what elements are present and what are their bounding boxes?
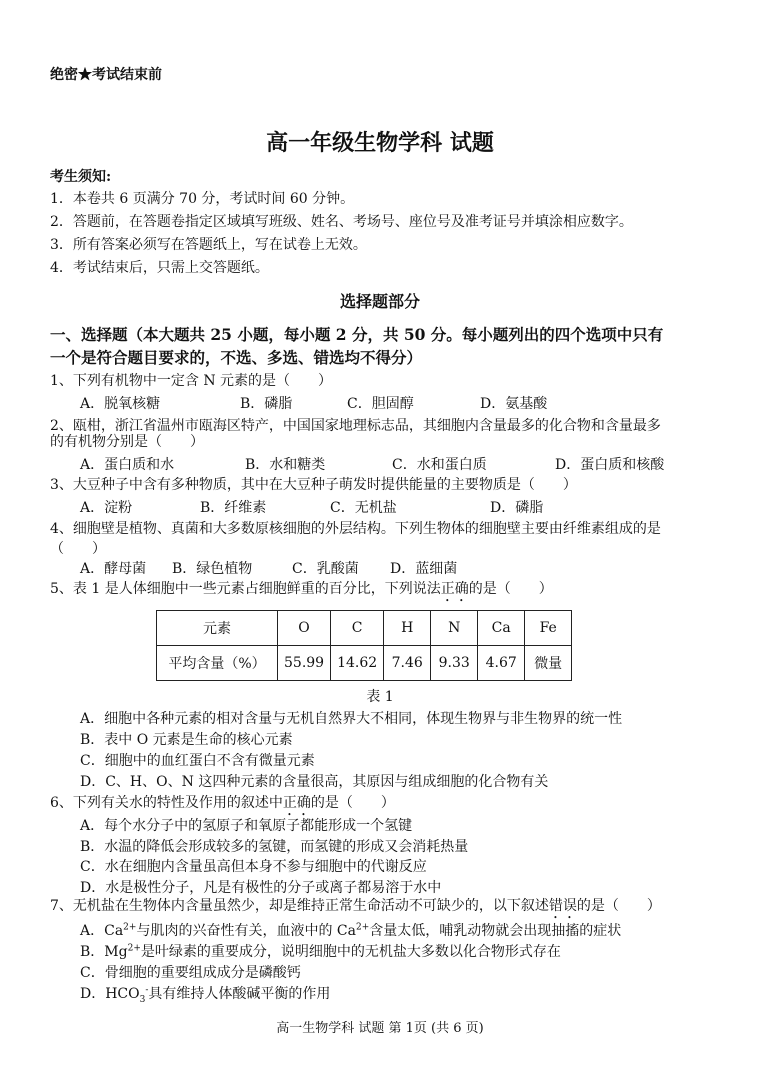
stem-text: 的是（ ） xyxy=(576,898,661,914)
subscript: 3 xyxy=(139,994,146,1005)
emphasis-word: 正确 xyxy=(282,795,311,811)
table-cell: 元素 xyxy=(157,611,278,646)
question-stem xyxy=(50,895,661,922)
option-b xyxy=(80,941,561,961)
option-a: A．蛋白质和水 xyxy=(80,457,175,473)
notice-item: 4．考试结束后，只需上交答题纸。 xyxy=(50,260,269,276)
question-stem xyxy=(50,578,553,605)
option-a: A．细胞中各种元素的相对含量与无机自然界大不相同，体现生物界与非生物界的统一性 xyxy=(80,711,623,727)
table-cell: 微量 xyxy=(525,646,572,681)
part-heading: 一个是符合题目要求的，不选、多选、错选均不得分） xyxy=(50,348,423,367)
emphasis-word: 错误 xyxy=(548,898,577,914)
secret-label: 绝密★考试结束前 xyxy=(50,67,162,83)
stem-text: 5、表 1 是人体细胞中一些元素占细胞鲜重的百分比，下列说法 xyxy=(50,581,441,597)
option-b: B．水温的降低会形成较多的氢键，而氢键的形成又会消耗热量 xyxy=(80,839,469,855)
table-cell: N xyxy=(431,611,478,646)
option-d: D．水是极性分子，凡是有极性的分子或离子都易溶于水中 xyxy=(80,880,442,896)
notice-item: 2．答题前，在答题卷指定区域填写班级、姓名、考场号、座位号及准考证号并填涂相应数字。 xyxy=(50,214,633,230)
option-b: B．纤维素 xyxy=(200,500,267,516)
stem-text: 6、下列有关水的特性及作用的叙述中 xyxy=(50,795,283,811)
superscript: - xyxy=(145,985,149,996)
stem-text: 的是（ ） xyxy=(468,581,553,597)
superscript: 2+ xyxy=(127,943,141,954)
table-cell: C xyxy=(331,611,384,646)
table-cell: 9.33 xyxy=(431,646,478,681)
table-cell: 14.62 xyxy=(331,646,384,681)
question-stem: 2、瓯柑，浙江省温州市瓯海区特产，中国国家地理标志品，其细胞内含量最多的化合物和含量最多 xyxy=(50,418,661,434)
option-text: 是叶绿素的重要成分，说明细胞中的无机盐大多数以化合物形式存在 xyxy=(140,944,561,960)
option-a: A．脱氧核糖 xyxy=(80,396,161,412)
option-text: D．HCO xyxy=(80,986,140,1002)
option-b: B．绿色植物 xyxy=(172,561,253,577)
notice-item: 1．本卷共 6 页满分 70 分，考试时间 60 分钟。 xyxy=(50,191,355,207)
table-row xyxy=(157,646,572,681)
table-caption: 表 1 xyxy=(366,689,394,705)
question-stem: 3、大豆种子中含有多种物质，其中在大豆种子萌发时提供能量的主要物质是（ ） xyxy=(50,477,577,493)
table-header-row xyxy=(157,611,572,646)
option-a: A．每个水分子中的氢原子和氧原子都能形成一个氢键 xyxy=(80,818,413,834)
option-text: B．Mg xyxy=(80,944,128,960)
table-cell: Fe xyxy=(525,611,572,646)
option-text: 与肌肉的兴奋性有关，血液中的 Ca xyxy=(136,923,356,939)
part-heading: 一、选择题（本大题共 25 小题，每小题 2 分，共 50 分。每小题列出的四个选项中只有 xyxy=(50,325,664,344)
table-cell: 4.67 xyxy=(478,646,525,681)
option-c: C．乳酸菌 xyxy=(292,561,359,577)
option-c: C．水在细胞内含量虽高但本身不参与细胞中的代谢反应 xyxy=(80,859,427,875)
stem-text: 7、无机盐在生物体内含量虽然少，却是维持正常生命活动不可缺少的，以下叙述 xyxy=(50,898,549,914)
table-cell: 55.99 xyxy=(278,646,331,681)
table-cell: 平均含量（%） xyxy=(157,646,278,681)
emphasis-word: 正确 xyxy=(440,581,469,597)
page-footer: 高一生物学科 试题 第 1页 (共 6 页) xyxy=(276,1021,484,1036)
option-a: A．淀粉 xyxy=(80,500,133,516)
notice-item: 3．所有答案必须写在答题纸上，写在试卷上无效。 xyxy=(50,237,367,253)
question-stem: （ ） xyxy=(50,541,106,557)
option-d: D．氨基酸 xyxy=(480,396,548,412)
superscript: 2+ xyxy=(355,922,370,933)
table-cell: O xyxy=(278,611,331,646)
section-title: 选择题部分 xyxy=(339,292,420,311)
table-cell: 7.46 xyxy=(384,646,431,681)
table-cell: H xyxy=(384,611,431,646)
option-d: D．磷脂 xyxy=(490,500,544,516)
option-c: C．水和蛋白质 xyxy=(392,457,487,473)
option-d: D．蓝细菌 xyxy=(390,561,458,577)
table-cell: Ca xyxy=(478,611,525,646)
option-d: D．蛋白质和核酸 xyxy=(555,457,665,473)
option-a xyxy=(80,920,621,940)
question-stem: 的有机物分别是（ ） xyxy=(50,434,204,450)
option-b: B．表中 O 元素是生命的核心元素 xyxy=(80,732,293,748)
question-stem: 1、下列有机物中一定含 N 元素的是（ ） xyxy=(50,373,333,389)
option-d xyxy=(80,983,330,1003)
superscript: 2+ xyxy=(123,922,137,933)
option-b: B．磷脂 xyxy=(240,396,293,412)
option-b: B．水和糖类 xyxy=(245,457,326,473)
option-text: 具有维持人体酸碱平衡的作用 xyxy=(148,986,331,1002)
option-text: 含量太低，哺乳动物就会出现抽搐的症状 xyxy=(369,923,622,939)
option-c: C．无机盐 xyxy=(330,500,397,516)
stem-text: 的是（ ） xyxy=(310,795,395,811)
option-c: C．骨细胞的重要组成成分是磷酸钙 xyxy=(80,965,301,981)
notice-heading: 考生须知: xyxy=(50,169,112,185)
option-d: D．C、H、O、N 这四种元素的含量很高，其原因与组成细胞的化合物有关 xyxy=(80,774,549,790)
element-table xyxy=(156,610,572,681)
option-text: A．Ca xyxy=(80,923,124,939)
option-c: C．胆固醇 xyxy=(347,396,414,412)
page-title: 高一年级生物学科 试题 xyxy=(266,130,494,156)
question-stem: 4、细胞壁是植物、真菌和大多数原核细胞的外层结构。下列生物体的细胞壁主要由纤维素组成的是 xyxy=(50,521,661,537)
option-a: A．酵母菌 xyxy=(80,561,147,577)
option-c: C．细胞中的血红蛋白不含有微量元素 xyxy=(80,753,315,769)
